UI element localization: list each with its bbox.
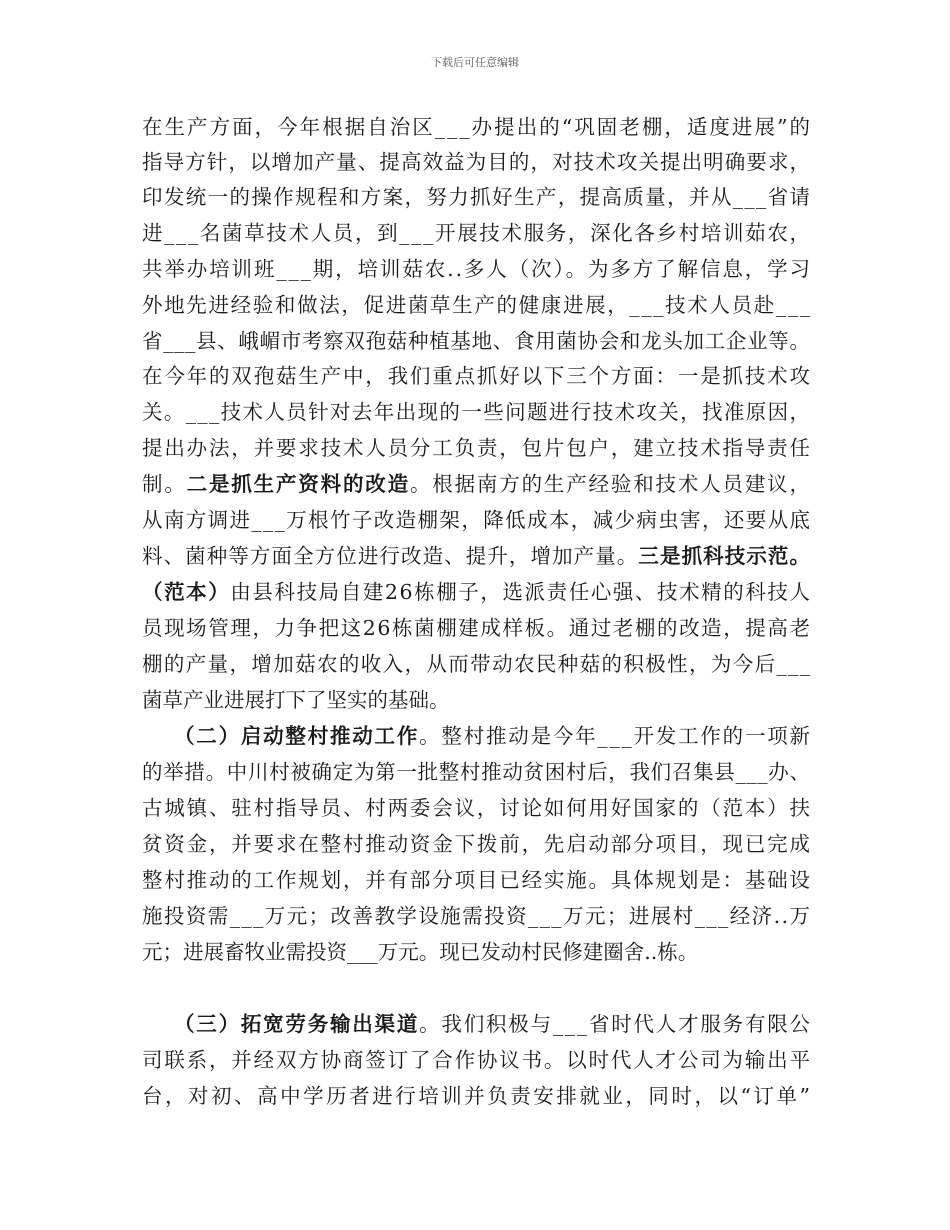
- body-text: 。我们积极与___省时代人才服务有限公: [419, 1012, 812, 1036]
- text-line: [142, 649, 811, 679]
- body-text: 指导方针，以增加产量、提高效益为目的，对技术攻关提出明确要求，: [142, 150, 812, 174]
- body-text: 制。: [142, 472, 187, 496]
- text-line: [142, 182, 811, 212]
- text-line: [174, 721, 812, 751]
- text-line: [142, 757, 811, 787]
- text-line: [142, 901, 811, 931]
- text-line: [142, 793, 812, 823]
- text-line: [142, 433, 812, 463]
- text-line: [142, 685, 450, 715]
- body-text: 共举办培训班___期，培训菇农..多人（次）。为多方了解信息，学习: [142, 257, 812, 281]
- text-line: [142, 505, 811, 535]
- text-line: [142, 613, 812, 643]
- body-text: 菌草产业进展打下了坚实的基础。: [142, 688, 450, 712]
- text-line: [142, 1081, 813, 1111]
- text-line: [142, 829, 812, 859]
- text-line: [142, 541, 811, 571]
- body-text: 。整村推动是今年___开发工作的一项新: [419, 724, 812, 748]
- body-text: 省___县、峨嵋市考察双孢菇种植基地、食用菌协会和龙头加工企业等。: [142, 329, 811, 353]
- body-text: 台，对初、高中学历者进行培训并负责安排就业，同时，以“订单”: [142, 1084, 813, 1108]
- text-line: [142, 218, 812, 248]
- body-text: 进___名菌草技术人员，到___开展技术服务，深化各乡村培训茹农，: [142, 221, 812, 245]
- body-text: 在生产方面，今年根据自治区___办提出的“巩固老棚，适度进展”的: [142, 115, 813, 139]
- body-text: 员现场管理，力争把这26栋菌棚建成样板。通过老棚的改造，提高老: [142, 616, 812, 640]
- text-line: [142, 361, 812, 391]
- text-line: [142, 326, 811, 356]
- body-text: 由县科技局自建26栋棚子，选派责任心强、技术精的科技人: [230, 580, 812, 604]
- body-text: 司联系，并经双方协商签订了合作协议书。以时代人才公司为输出平: [142, 1048, 812, 1072]
- body-text: 料、菌种等方面全方位进行改造、提升，增加产量。: [142, 544, 639, 568]
- body-text: 元；进展畜牧业需投资___万元。现已发动村民修建圈舍..栋。: [142, 940, 699, 964]
- body-text: 古城镇、驻村指导员、村两委会议，讨论如何用好国家的（范本）扶: [142, 796, 812, 820]
- body-text: 关。___技术人员针对去年出现的一些问题进行技术攻关，找准原因，: [142, 400, 812, 424]
- page-header: 下载后可任意编辑: [431, 56, 519, 69]
- text-line: [142, 112, 812, 142]
- text-line: [142, 290, 812, 320]
- text-line: [142, 865, 812, 895]
- text-line: [142, 937, 698, 967]
- bold-heading-text: 二是抓生产资料的改造: [186, 472, 410, 496]
- body-text: 印发统一的操作规程和方案，努力抓好生产，提高质量，并从___省请: [142, 185, 812, 209]
- text-line: [142, 147, 811, 177]
- text-line: [174, 1009, 812, 1039]
- text-line: [142, 397, 811, 427]
- body-text: 提出办法，并要求技术人员分工负责，包片包户，建立技术指导责任: [142, 436, 812, 460]
- body-text: 外地先进经验和做法，促进菌草生产的健康进展，___技术人员赴___: [142, 293, 812, 317]
- body-text: 施投资需___万元；改善教学设施需投资___万元；进展村___经济..万: [142, 904, 812, 928]
- body-text: 在今年的双孢菇生产中，我们重点抓好以下三个方面：一是抓技术攻: [142, 364, 812, 388]
- bold-heading-text: （三）拓宽劳务输出渠道: [174, 1012, 420, 1036]
- bold-heading-text: 三是抓科技示范。: [638, 544, 812, 568]
- bold-heading-text: （范本）: [142, 580, 231, 604]
- body-text: 整村推动的工作规划，并有部分项目已经实施。具体规划是：基础设: [142, 868, 812, 892]
- text-line: [142, 254, 812, 284]
- body-text: 从南方调进___万根竹子改造棚架，降低成本，减少病虫害，还要从底: [142, 508, 812, 532]
- text-line: [142, 577, 812, 607]
- text-line: [142, 469, 812, 499]
- body-text: 的举措。中川村被确定为第一批整村推动贫困村后，我们召集县___办、: [142, 760, 811, 784]
- body-text: 棚的产量，增加菇农的收入，从而带动农民种菇的积极性，为今后___: [142, 652, 812, 676]
- text-line: [142, 1045, 812, 1075]
- bold-heading-text: （二）启动整村推动工作: [174, 724, 420, 748]
- body-text: 贫资金，并要求在整村推动资金下拨前，先启动部分项目，现已完成: [142, 832, 812, 856]
- body-text: 。根据南方的生产经验和技术人员建议，: [409, 472, 812, 496]
